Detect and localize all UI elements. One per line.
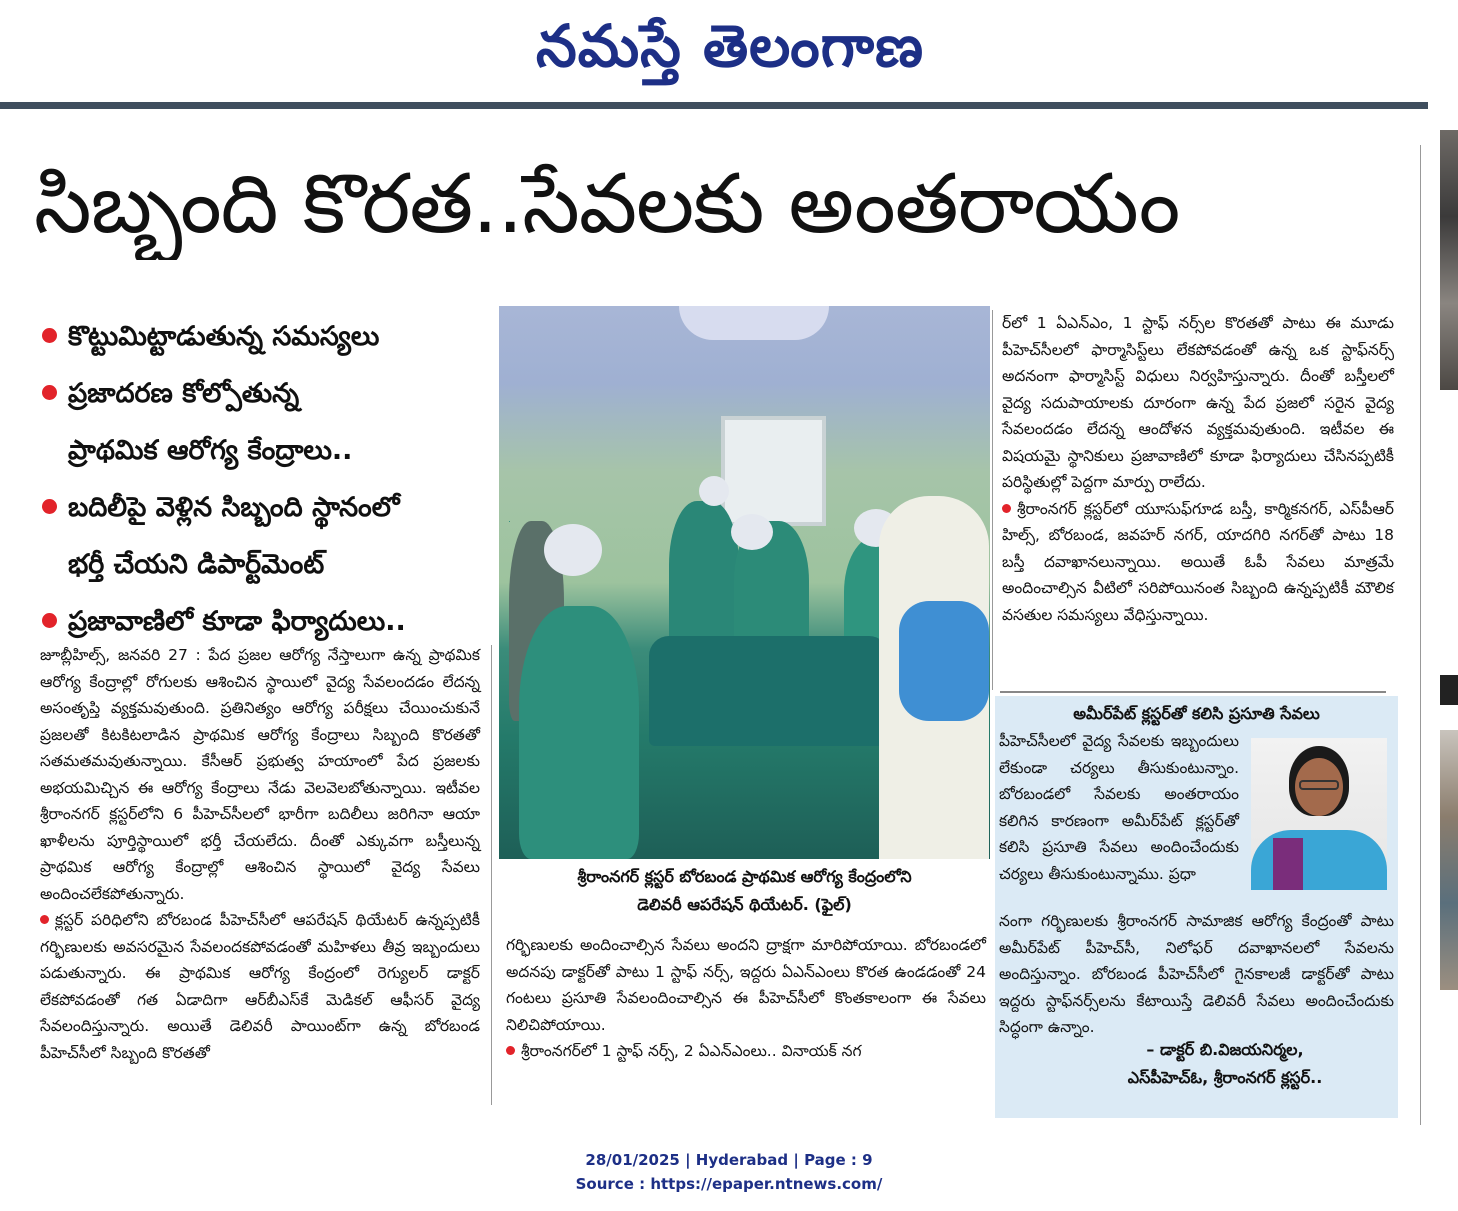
column-2 xyxy=(506,932,986,1065)
column-3 xyxy=(1002,310,1394,628)
column-3-paragraph: ర్‌లో 1 ఏఎన్‌ఎం, 1 స్టాఫ్ నర్స్‌ల కొరతతో పాటు ఈ మూడు పీహెచ్‌సీలలో ఫార్మాసిస్ట్‌లు లేకపోవడంతో ఉన్న ఒక స్టాఫ్‌నర్స్ అదనంగా ఫార్మాసిస్ట్ విధులు నిర్వహిస్తున్నారు. దీంతో బస్తీలలో వైద్య సదుపాయాలకు దూరంగా ఉన్న పేద ప్రజలో సరైన వైద్య సేవలందడం లేదన్న ఆందోళన వ్యక్తమవుతుంది. ఇటీవల ఈ విషయమై స్థానికులు ప్రజావాణిలో కూడా ఫిర్యాదులు చేసినప్పటికీ పరిస్థితుల్లో పెద్దగా మార్పు రాలేదు. xyxy=(1002,314,1394,491)
bullet-item xyxy=(40,479,490,593)
quote-box-text: పీహెచ్‌సీలలో వైద్య సేవలకు ఇబ్బందులు లేకుండా చర్యలు తీసుకుంటున్నాం. బోరబండలో సేవలకు అంతరాయం కలిగిన కారణంగా అమీర్‌పేట్ క్లస్టర్‌తో కలిసి ప్రసూతి సేవలు అందించేందుకు చర్యలు తీసుకుంటున్నాము. ప్రధా xyxy=(999,732,1239,883)
column-2-paragraph-text: శ్రీరాంనగర్‌లో 1 స్టాఫ్ నర్స్, 2 ఏఎన్‌ఎంలు.. వినాయక్ నగ xyxy=(521,1042,862,1060)
column-2-paragraph: గర్భిణులకు అందించాల్సిన సేవలు అందని ద్రాక్షగా మారిపోయాయి. బోరబండలో అదనపు డాక్టర్‌తో పాటు 1 స్టాఫ్ నర్స్, ఇద్దరు ఏఎన్‌ఎంలు కొరత ఉండడంతో 24 గంటలు ప్రసూతి సేవలందించాల్సిన ఈ పీహెచ్‌సీలో కొంతకాలంగా ఈ సేవలు నిలిచిపోయాయి. xyxy=(506,936,986,1034)
column-1-paragraph: జూబ్లీహిల్స్, జనవరి 27 : పేద ప్రజల ఆరోగ్య నేస్తాలుగా ఉన్న ప్రాథమిక ఆరోగ్య కేంద్రాల్లో రోగులకు ఆశించిన స్థాయిలో వైద్య సేవలందడం లేదన్న అసంతృప్తి వ్యక్తమవుతుంది. ప్రతినిత్యం ఆరోగ్య పరీక్షలు చేయించుకునే ప్రజలతో కిటకిటలాడిన ప్రాథమిక ఆరోగ్య కేంద్రాలు సిబ్బంది కొరతతో సతమతమవుతున్నాయి. కేసీఆర్ ప్రభుత్వ హయాంలో పేద ప్రజలకు అభయమిచ్చిన ఈ ఆరోగ్య కేంద్రాలు నేడు వెలవెలబోతున్నాయి. ఇటీవల శ్రీరాంనగర్ క్లస్టర్‌లోని 6 పీహెచ్‌సీలలో భారీగా బదిలీలు జరిగినా ఆయా ఖాళీలను పూర్తిస్థాయిలో భర్తీ చేయలేదు. దీంతో ఎక్కువగా బస్తీలున్న ప్రాథమిక ఆరోగ్య కేంద్రాల్లో ఆశించిన స్థాయిలో వైద్య సేవలు అందించలేకపోతున్నారు. xyxy=(40,646,480,903)
column-1-paragraph-text: క్లస్టర్ పరిధిలోని బోరబండ పీహెచ్‌సీలో ఆపరేషన్ థియేటర్ ఉన్నప్పటికీ గర్భిణులకు అవసరమైన సేవలందకపోవడంతో మహిళలు తీవ్ర ఇబ్బందులు పడుతున్నారు. ఈ ప్రాథమిక ఆరోగ్య కేంద్రంలో రెగ్యులర్ డాక్టర్ లేకపోవడంతో గత ఏడాదిగా ఆర్‌బీఎస్‌కే మెడికల్ ఆఫీసర్ వైద్య సేవలందిస్తున్నారు. అయితే డెలివరీ పాయింట్‌గా ఉన్న బోరబండ పీహెచ్‌సీలో సిబ్బంది కొరతతో xyxy=(40,911,480,1062)
surgical-cap xyxy=(544,524,602,576)
window xyxy=(721,416,826,526)
bullet-item xyxy=(40,308,490,365)
quote-box-text-wide: నంగా గర్భిణులకు శ్రీరాంనగర్ సామాజిక ఆరోగ్య కేంద్రంతో పాటు అమీర్‌పేట్ పీహెచ్‌సీ, నిలోఫర్ దవాఖానలలో సేవలను అందిస్తున్నాం. బోరబండ పీహెచ్‌సీలో గైనకాలజీ డాక్టర్‌తో పాటు ఇద్దరు స్టాఫ్‌నర్స్‌లను కేటాయిస్తే డెలివరీ సేవలు అందించేందుకు సిద్ధంగా ఉన్నాం. xyxy=(999,912,1394,1036)
ceiling-light xyxy=(679,306,829,340)
photo-caption-line: డెలివరీ ఆపరేషన్ థియేటర్. (ఫైల్) xyxy=(637,895,852,914)
column-2-paragraph xyxy=(506,1038,986,1065)
surgical-drape xyxy=(649,636,889,746)
bullet-text: కొట్టుమిట్టాడుతున్న సమస్యలు xyxy=(68,321,380,352)
column-3-paragraph-text: శ్రీరాంనగర్ క్లస్టర్‌లో యూసుఫ్‌గూడ బస్తీ, కార్మికనగర్, ఎస్‌పీఆర్ హిల్స్, బోరబండ, జవహర్ నగర్, యాదగిరి నగర్‌తో పాటు 18 బస్తీ దవాఖానలున్నాయి. అయితే ఓపీ సేవలు మాత్రమే అందించాల్సిన వీటిలో సరిపోయినంత సిబ్బంది ఉన్నప్పటికీ మౌలిక వసతుల సమస్యలు వేధిస్తున్నాయి. xyxy=(1002,499,1394,624)
bullet-text: బదిలీపై వెళ్లిన సిబ్బంది స్థానంలో xyxy=(68,492,400,523)
bullet-text: ప్రజాదరణ కోల్పోతున్న xyxy=(68,378,300,409)
column-3-paragraph xyxy=(1002,496,1394,629)
footer-date-page: 28/01/2025 | Hyderabad | Page : 9 xyxy=(585,1151,873,1169)
red-bullet-icon xyxy=(506,1046,515,1055)
adjacent-page-strip xyxy=(1440,120,1458,1130)
page-footer xyxy=(0,1148,1458,1196)
quote-signature-name: – డాక్టర్ బి.విజయనిర్మల, xyxy=(1146,1040,1304,1059)
red-bullet-icon xyxy=(42,499,57,514)
doctor-portrait xyxy=(1251,738,1387,890)
footer-source: Source : https://epaper.ntnews.com/ xyxy=(575,1175,883,1193)
quote-signature-title: ఎస్‌పీహెచ్‌ఓ, శ్రీరాంనగర్ క్లస్టర్.. xyxy=(1127,1068,1323,1087)
newspaper-logo: నమస్తే తెలంగాణ xyxy=(536,12,924,80)
bullet-text-continued: ప్రాథమిక ఆరోగ్య కేంద్రాలు.. xyxy=(68,435,353,466)
red-bullet-icon xyxy=(1002,504,1011,513)
surgical-cap xyxy=(699,476,729,506)
article-headline: సిబ్బంది కొరత..సేవలకు అంతరాయం xyxy=(34,157,1180,252)
glasses xyxy=(1299,780,1339,790)
surgical-cap xyxy=(731,514,773,550)
box-divider xyxy=(1000,691,1386,693)
masthead-divider xyxy=(0,102,1428,109)
column-divider xyxy=(992,310,993,690)
bullet-item xyxy=(40,365,490,479)
page-edge-divider xyxy=(1420,145,1421,1125)
column-1 xyxy=(40,642,480,1066)
photo-caption xyxy=(499,863,990,919)
bullet-text: ప్రజావాణిలో కూడా ఫిర్యాదులు.. xyxy=(68,606,406,637)
red-bullet-icon xyxy=(42,385,57,400)
nurse-scarf xyxy=(899,601,989,721)
red-bullet-icon xyxy=(40,915,49,924)
red-bullet-icon xyxy=(42,613,57,628)
photo-caption-line: శ్రీరాంనగర్ క్లస్టర్ బోరబండ ప్రాథమిక ఆరోగ్య కేంద్రంలోని xyxy=(577,867,912,886)
staff-figure xyxy=(519,606,639,859)
bullet-text-continued: భర్తీ చేయని డిపార్ట్‌మెంట్ xyxy=(68,549,325,580)
highlight-bullets xyxy=(40,308,490,650)
quote-box-title: అమీర్‌పేట్ క్లస్టర్‌తో కలిసి ప్రసూతి సేవలు xyxy=(1073,704,1320,723)
red-bullet-icon xyxy=(42,328,57,343)
column-divider xyxy=(491,645,492,1105)
operation-theatre-photo xyxy=(499,306,990,859)
masthead xyxy=(0,0,1458,100)
quote-box xyxy=(995,696,1398,1118)
column-1-paragraph xyxy=(40,907,480,1066)
